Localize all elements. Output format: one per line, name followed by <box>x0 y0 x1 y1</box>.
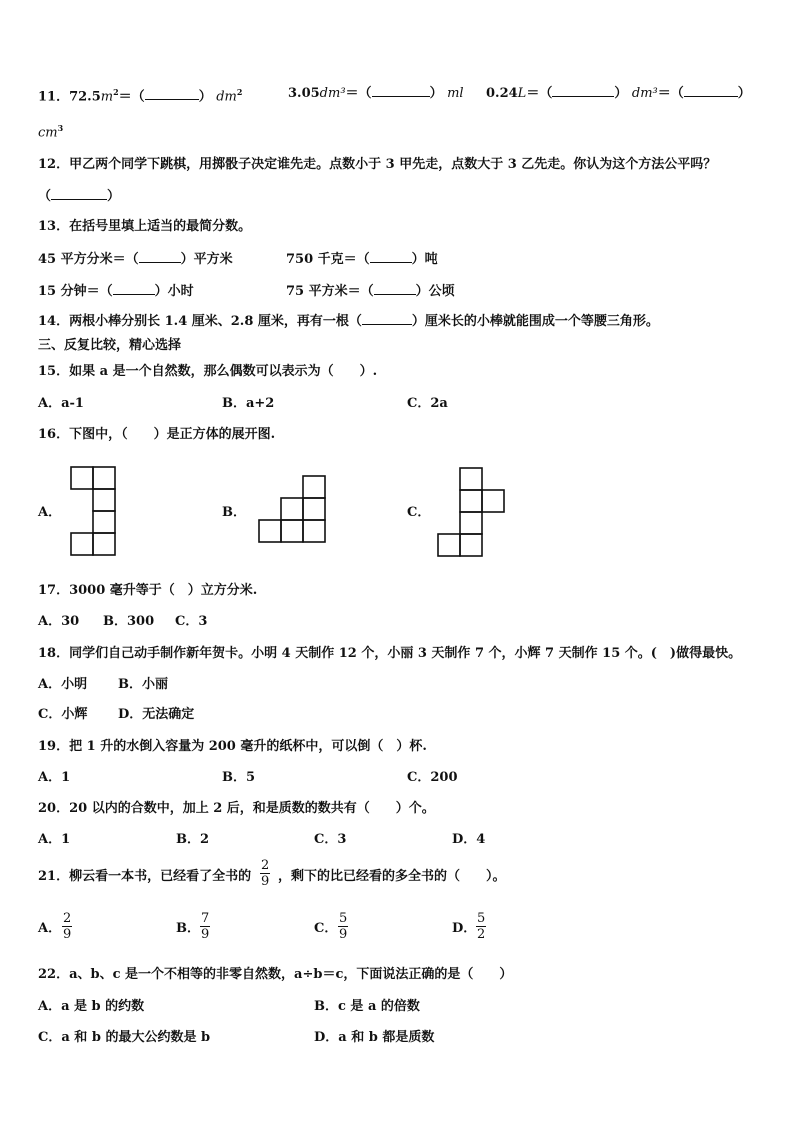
q11-p3-blank2[interactable] <box>684 83 738 97</box>
question-13: 13．在括号里填上适当的最简分数。 <box>38 219 252 234</box>
question-22: 22．a、b、c 是一个不相等的非零自然数，a÷b＝c，下面说法正确的是（ ） <box>38 967 513 982</box>
q11-p2-close: ） <box>429 86 443 101</box>
q11-p2-eq: ＝（ <box>345 86 372 101</box>
q21-frac-den: 9 <box>261 874 270 889</box>
q19-option-c[interactable]: C．200 <box>407 770 458 785</box>
q17-option-b[interactable]: B．300 <box>103 614 155 629</box>
q21-option-c-frac <box>338 911 348 942</box>
q21-b-num: 7 <box>201 911 210 926</box>
q11-p1-to: dm <box>216 89 237 105</box>
q20-option-a[interactable]: A．1 <box>38 832 71 847</box>
q13-d-post: ）公顷 <box>415 284 455 299</box>
question-16: 16．下图中，（ ）是正方体的展开图. <box>38 427 276 442</box>
q22-option-a[interactable]: A．a 是 b 的约数 <box>38 999 145 1014</box>
q11-p1-blank[interactable] <box>145 86 199 100</box>
question-17: 17．3000 毫升等于（ ）立方分米. <box>38 583 258 598</box>
q12-open: （ <box>38 189 52 204</box>
net-a-square-5 <box>71 533 93 555</box>
q21-option-b-frac <box>200 911 210 942</box>
q21-d-num: 5 <box>477 911 486 926</box>
q12-close: ） <box>107 189 121 204</box>
q18-option-b[interactable]: B．小丽 <box>118 677 168 692</box>
q21-a-den: 9 <box>63 927 72 942</box>
q13-d-pre: 75 平方米＝（ <box>286 284 374 299</box>
q20-option-c[interactable]: C．3 <box>314 832 347 847</box>
q21-frac-num: 2 <box>261 858 270 873</box>
q21-a-num: 2 <box>63 911 72 926</box>
net-c-square-5 <box>438 534 460 556</box>
section-3-heading: 三、反复比较，精心选择 <box>38 338 182 353</box>
q11-p3-close: ） <box>614 86 628 101</box>
q11-p1-eq: ＝（ <box>118 89 145 105</box>
question-14 <box>38 311 659 331</box>
q13-c-post: ）小时 <box>154 284 194 299</box>
question-21-pre: 21．柳云看一本书，已经看了全书的 <box>38 869 252 884</box>
net-a-square-2 <box>93 467 115 489</box>
q16-option-c[interactable]: C． <box>407 505 431 520</box>
q11-p3-blank[interactable] <box>552 83 614 97</box>
q13-c-blank[interactable] <box>113 281 155 295</box>
q13-d-blank[interactable] <box>374 281 416 295</box>
net-b-square-3 <box>303 498 325 520</box>
net-c-square-1 <box>460 468 482 490</box>
q13-b-post: ）吨 <box>411 252 438 267</box>
q11-p1-to-exp: 2 <box>236 87 243 97</box>
q13-a-pre: 45 平方分米＝（ <box>38 252 139 267</box>
q11-p1-close: ） <box>198 89 212 105</box>
q13-b-pre: 750 千克＝（ <box>286 252 370 267</box>
question-18: 18．同学们自己动手制作新年贺卡。小明 4 天制作 12 个，小丽 3 天制作 7 个，小辉 7 天制作 15 个。( )做得最快。 <box>38 646 742 661</box>
q14-blank[interactable] <box>362 311 412 325</box>
q11-p3-to2-exp: 3 <box>57 123 64 133</box>
q17-option-a[interactable]: A．30 <box>38 614 80 629</box>
q11-p2-value: 3.05 <box>288 86 320 101</box>
q13-a-post: ）平方米 <box>180 252 233 267</box>
net-c-square-6 <box>460 534 482 556</box>
q21-b-den: 9 <box>201 927 210 942</box>
q11-p2-blank[interactable] <box>372 83 430 97</box>
q13-a <box>38 249 233 269</box>
q15-option-b[interactable]: B．a+2 <box>222 396 275 411</box>
q11-p3-to: dm³ <box>631 86 658 101</box>
cube-net-a <box>68 465 118 559</box>
cube-net-b <box>257 474 329 546</box>
q21-option-c[interactable]: C． <box>314 921 338 936</box>
q11-number: 11． <box>38 89 70 105</box>
q11-wrap <box>38 119 63 142</box>
q13-b <box>286 249 438 269</box>
q22-option-c[interactable]: C．a 和 b 的最大公约数是 b <box>38 1030 211 1045</box>
q21-frac <box>260 858 270 889</box>
q11-p2-to: ml <box>447 86 464 101</box>
q19-option-b[interactable]: B．5 <box>222 770 256 785</box>
q21-fraction <box>260 858 270 889</box>
q18-option-d[interactable]: D．无法确定 <box>118 707 195 722</box>
question-11 <box>38 83 242 106</box>
net-b-square-2 <box>281 498 303 520</box>
q20-option-b[interactable]: B．2 <box>176 832 210 847</box>
q13-c <box>38 281 194 301</box>
q17-option-c[interactable]: C．3 <box>175 614 208 629</box>
q22-option-b[interactable]: B．c 是 a 的倍数 <box>314 999 420 1014</box>
net-b-square-5 <box>281 520 303 542</box>
q18-option-a[interactable]: A．小明 <box>38 677 88 692</box>
question-12-answer <box>38 186 120 206</box>
q21-d-den: 2 <box>477 927 486 942</box>
q11-p1-value: 72.5 <box>69 89 101 105</box>
net-c-square-3 <box>482 490 504 512</box>
net-b-square-4 <box>259 520 281 542</box>
question-11-part3 <box>486 83 751 103</box>
net-a-square-6 <box>93 533 115 555</box>
q18-option-c[interactable]: C．小辉 <box>38 707 88 722</box>
q21-option-b[interactable]: B． <box>176 921 200 936</box>
q13-a-blank[interactable] <box>139 249 181 263</box>
q20-option-d[interactable]: D．4 <box>452 832 486 847</box>
q21-option-d[interactable]: D． <box>452 921 477 936</box>
q15-option-c[interactable]: C．2a <box>407 396 448 411</box>
q14-post: ）厘米长的小棒就能围成一个等腰三角形。 <box>411 314 659 329</box>
q11-p3-close2: ） <box>737 86 751 101</box>
cube-net-c <box>436 466 508 562</box>
question-12: 12．甲乙两个同学下跳棋，用掷骰子决定谁先走。点数小于 3 甲先走，点数大于 3 乙先走。你认为这个方法公平吗？ <box>38 157 717 172</box>
q16-option-b[interactable]: B． <box>222 505 246 520</box>
q22-option-d[interactable]: D．a 和 b 都是质数 <box>314 1030 435 1045</box>
q21-option-d-frac <box>476 911 486 942</box>
question-15: 15．如果 a 是一个自然数，那么偶数可以表示为（ ）. <box>38 364 378 379</box>
question-19: 19．把 1 升的水倒入容量为 200 毫升的纸杯中，可以倒（ ）杯. <box>38 739 427 754</box>
q14-pre: 14．两根小棒分别长 1.4 厘米、2.8 厘米，再有一根（ <box>38 314 362 329</box>
q11-p1-exp: 2 <box>113 87 119 97</box>
net-a-square-1 <box>71 467 93 489</box>
q21-option-a[interactable]: A． <box>38 921 62 936</box>
q11-p3-value: 0.24 <box>486 86 518 101</box>
q11-p2-unit: dm³ <box>319 86 346 101</box>
q21-option-a-frac <box>62 911 72 942</box>
net-c-square-2 <box>460 490 482 512</box>
q11-p1-unit: m <box>100 89 114 105</box>
net-c-square-4 <box>460 512 482 534</box>
q21-c-num: 5 <box>339 911 348 926</box>
question-20: 20．20 以内的合数中，加上 2 后，和是质数的数共有（ ）个。 <box>38 801 435 816</box>
net-a-square-3 <box>93 489 115 511</box>
q15-option-a[interactable]: A．a-1 <box>38 396 84 411</box>
q11-p3-unit: L <box>517 86 527 101</box>
net-b-square-1 <box>303 476 325 498</box>
q11-p3-to2: cm <box>38 125 58 141</box>
net-a-square-4 <box>93 511 115 533</box>
q13-c-pre: 15 分钟＝（ <box>38 284 113 299</box>
q11-p3-eq: ＝（ <box>526 86 553 101</box>
q21-c-den: 9 <box>339 927 348 942</box>
q19-option-a[interactable]: A．1 <box>38 770 71 785</box>
net-b-square-6 <box>303 520 325 542</box>
q13-d <box>286 281 455 301</box>
q16-option-a[interactable]: A． <box>38 505 62 520</box>
q11-p3-eq2: ＝（ <box>657 86 684 101</box>
q13-b-blank[interactable] <box>370 249 412 263</box>
question-11-part2 <box>288 83 464 103</box>
q12-blank[interactable] <box>51 186 107 200</box>
question-21-post: ，剩下的比已经看的多全书的（ ）。 <box>278 869 506 884</box>
